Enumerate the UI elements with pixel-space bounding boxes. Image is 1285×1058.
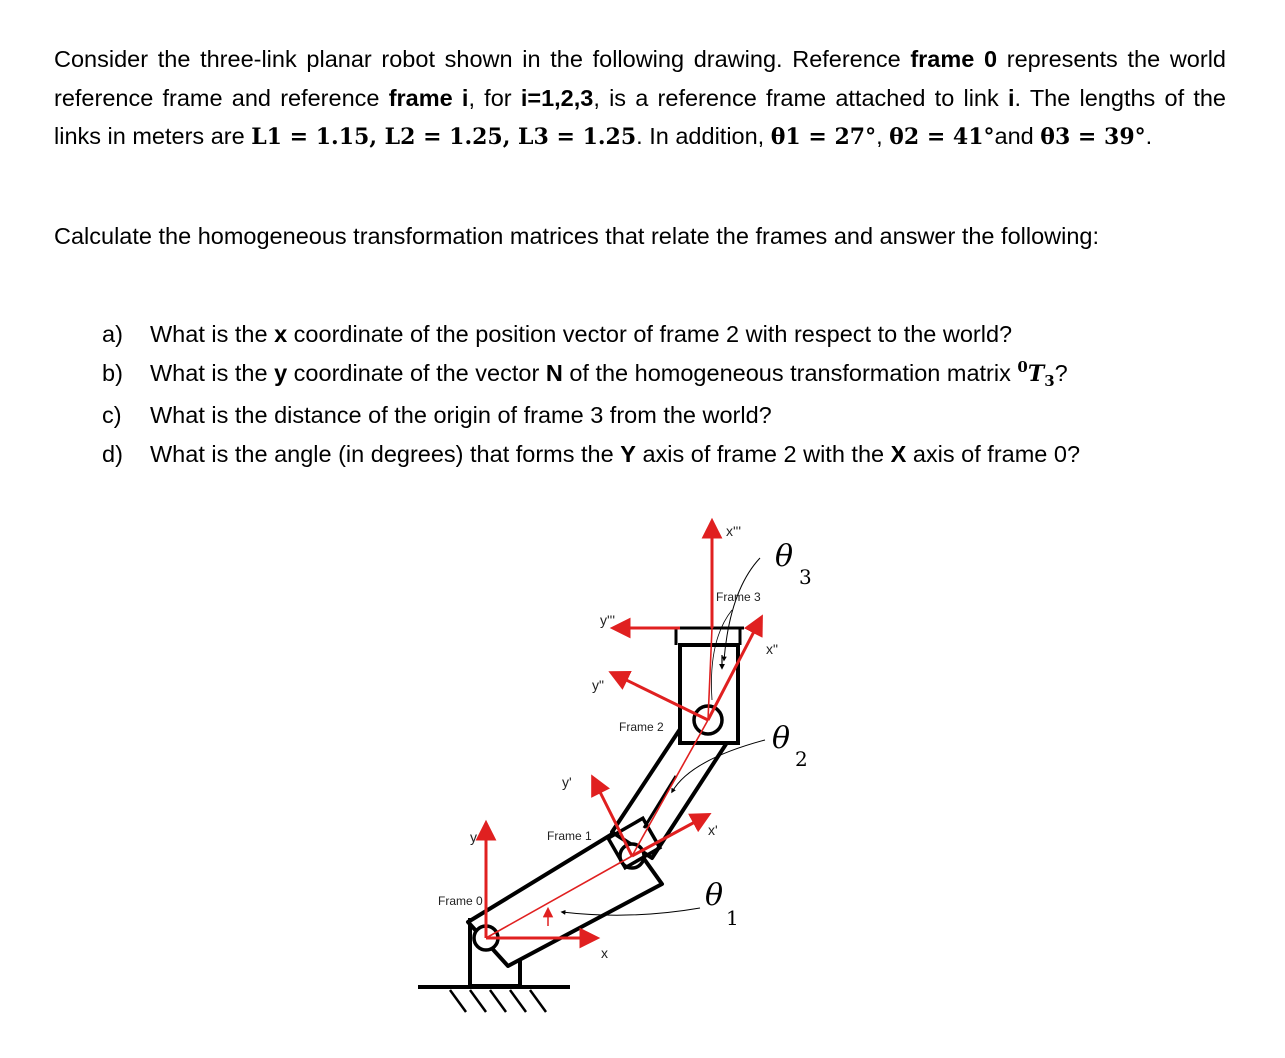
qa-part2: coordinate of the position vector of frame 2 with respect to the world? bbox=[287, 321, 1013, 347]
theta2-subscript: 2 bbox=[795, 747, 808, 771]
qb-bold-y: y bbox=[274, 360, 288, 386]
intro-text-3: , for bbox=[468, 84, 521, 111]
frame3-axes bbox=[616, 524, 712, 628]
intro-text-8: and bbox=[994, 123, 1041, 149]
theta3-symbol: θ bbox=[775, 539, 794, 574]
theta2-symbol: θ bbox=[772, 721, 791, 756]
qa-part1: What is the bbox=[150, 321, 275, 347]
question-b bbox=[102, 354, 1232, 396]
intro-text-9: . bbox=[1145, 123, 1153, 149]
problem-statement bbox=[54, 40, 1226, 157]
link-index: i bbox=[1007, 84, 1015, 111]
axis-label-x3: x''' bbox=[726, 523, 742, 539]
qd-bold-y: Y bbox=[620, 441, 636, 467]
ground bbox=[418, 987, 570, 1012]
axis-label-x0: x bbox=[601, 945, 608, 961]
framei-term: frame i bbox=[388, 84, 469, 111]
question-b-label: b) bbox=[102, 360, 123, 386]
qb-matrix-sub: 3 bbox=[1044, 372, 1055, 390]
theta3-value: θ3 = 39° bbox=[1040, 124, 1146, 150]
question-d bbox=[102, 435, 1232, 474]
question-a bbox=[102, 315, 1232, 354]
qd-part2: axis of frame 2 with the bbox=[635, 441, 891, 467]
frame0-label: Frame 0 bbox=[438, 894, 483, 908]
qd-part1: What is the angle (in degrees) that forms the bbox=[150, 441, 621, 467]
theta2-label bbox=[772, 721, 808, 771]
intro-text-7: , bbox=[876, 123, 890, 149]
link-lengths: L1 = 1.15, L2 = 1.25, L3 = 1.25 bbox=[251, 124, 637, 150]
frame0-term: frame 0 bbox=[910, 46, 998, 72]
question-d-label: d) bbox=[102, 441, 123, 467]
axis-label-y2: y" bbox=[592, 677, 604, 693]
intro-text-5: . The lengths of the links in meters are bbox=[54, 84, 1226, 149]
axis-label-x2: x" bbox=[766, 641, 778, 657]
qd-part3: axis of frame 0? bbox=[906, 441, 1081, 467]
robot-diagram bbox=[400, 505, 840, 1025]
qb-part1: What is the bbox=[150, 360, 275, 386]
qb-part4: ? bbox=[1054, 360, 1068, 386]
intro-text-2: represents the world reference frame and reference bbox=[54, 46, 1226, 111]
theta1-value: θ1 = 27° bbox=[770, 124, 877, 150]
theta1-symbol: θ bbox=[705, 878, 724, 913]
qb-matrix-T: T bbox=[1027, 361, 1045, 387]
intro-text-4: , is a reference frame attached to link bbox=[593, 84, 1008, 111]
qb-matrix-sup: 0 bbox=[1017, 358, 1028, 376]
qd-bold-x: X bbox=[890, 441, 907, 467]
link-3 bbox=[672, 628, 744, 743]
axis-label-y1: y' bbox=[562, 774, 572, 790]
question-b-text bbox=[150, 354, 1068, 396]
theta2-value: θ2 = 41° bbox=[889, 124, 995, 150]
question-c-text: What is the distance of the origin of frame 3 from the world? bbox=[150, 402, 772, 428]
axis-label-x1: x' bbox=[708, 822, 718, 838]
question-d-text bbox=[150, 435, 1080, 474]
question-c bbox=[102, 396, 1232, 435]
qa-bold-x: x bbox=[274, 321, 288, 347]
question-a-label: a) bbox=[102, 321, 123, 347]
intro-text-6: . In addition, bbox=[636, 123, 771, 149]
axis-label-y0: y bbox=[470, 829, 477, 845]
i-range: i=1,2,3 bbox=[520, 84, 594, 111]
frame1-label: Frame 1 bbox=[547, 829, 592, 843]
qb-part2: coordinate of the vector bbox=[287, 360, 546, 386]
axis-label-y3: y''' bbox=[600, 612, 616, 628]
qb-part3: of the homogeneous transformation matrix bbox=[562, 360, 1018, 386]
theta1-subscript: 1 bbox=[726, 906, 739, 930]
theta3-label bbox=[775, 539, 812, 589]
question-a-text bbox=[150, 315, 1012, 354]
instructions: Calculate the homogeneous transformation matrices that relate the frames and answer the following: bbox=[54, 223, 1100, 249]
qb-bold-n: N bbox=[545, 360, 563, 386]
frame2-label: Frame 2 bbox=[619, 720, 664, 734]
question-list bbox=[102, 315, 1232, 474]
intro-text-1: Consider the three-link planar robot shown in the following drawing. Reference bbox=[54, 46, 911, 72]
theta3-subscript: 3 bbox=[799, 565, 812, 589]
question-c-label: c) bbox=[102, 402, 122, 428]
frame3-label: Frame 3 bbox=[716, 590, 761, 604]
theta1-label bbox=[705, 878, 739, 930]
